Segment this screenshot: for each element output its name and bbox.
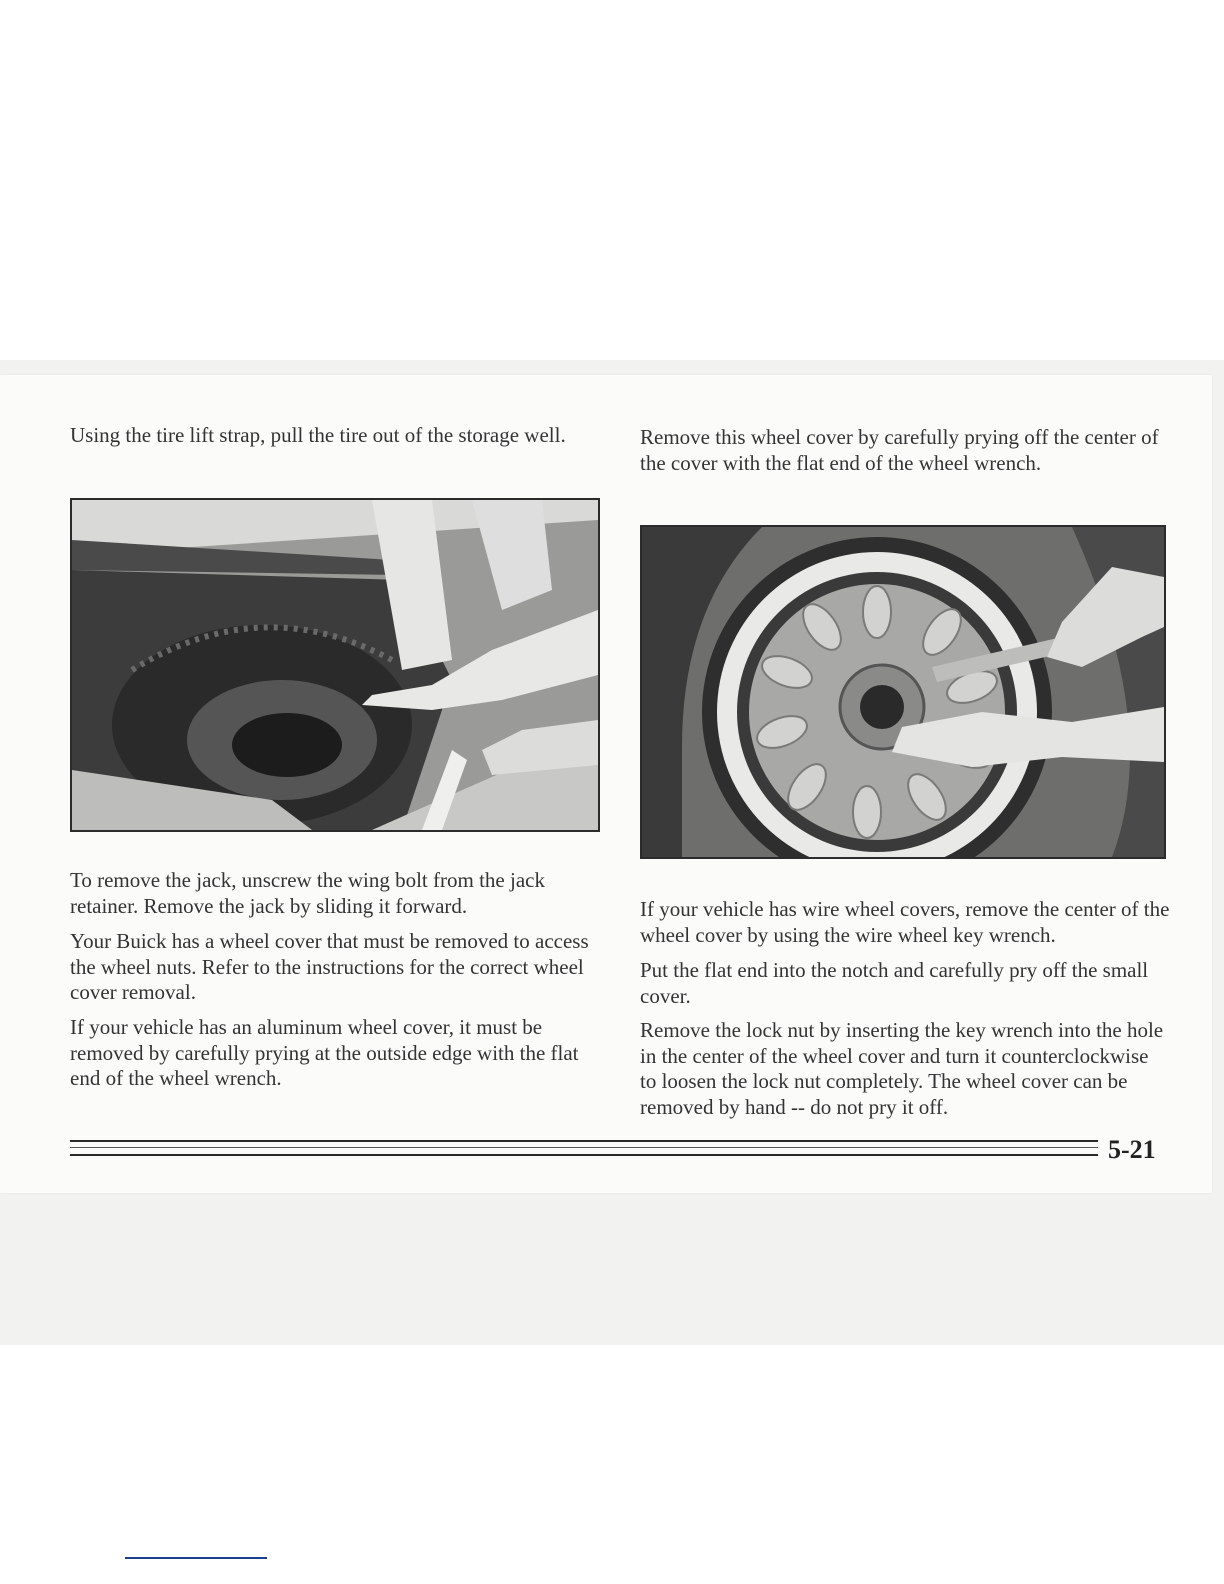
paragraph-tire-lift-strap: Using the tire lift strap, pull the tire out of the storage well. <box>70 423 566 447</box>
wheel-cover-removal-photo <box>640 525 1166 859</box>
paragraph-wheel-cover: Your Buick has a wheel cover that must be removed to access the wheel nuts. Refer to the instructions for the correct wheel cover removal. <box>70 929 589 1004</box>
manual-page <box>0 375 1212 1193</box>
tire-storage-well-photo <box>70 498 600 832</box>
bottom-link-underline <box>125 1557 267 1559</box>
paragraph-remove-jack: To remove the jack, unscrew the wing bolt from the jack retainer. Remove the jack by sliding it forward. <box>70 868 545 918</box>
footer-rule-top <box>70 1140 1098 1142</box>
paragraph-wire-wheel: If your vehicle has wire wheel covers, remove the center of the wheel cover by using the wire wheel key wrench. <box>640 897 1170 947</box>
footer-rule-bottom <box>70 1154 1098 1156</box>
paragraph-aluminum-cover: If your vehicle has an aluminum wheel cover, it must be removed by carefully prying at the outside edge with the flat end of the wheel wrench. <box>70 1015 579 1090</box>
page-number: 5-21 <box>1108 1135 1156 1164</box>
footer-rule-middle <box>70 1147 1098 1148</box>
paragraph-lock-nut: Remove the lock nut by inserting the key wrench into the hole in the center of the wheel cover and turn it counterclockwise to loosen the lock nut completely. The wheel cover can be removed by hand -- do not pry it off. <box>640 1018 1164 1119</box>
paragraph-remove-this-cover: Remove this wheel cover by carefully prying off the center of the cover with the flat end of the wheel wrench. <box>640 425 1159 475</box>
paragraph-flat-end: Put the flat end into the notch and carefully pry off the small cover. <box>640 958 1149 1008</box>
